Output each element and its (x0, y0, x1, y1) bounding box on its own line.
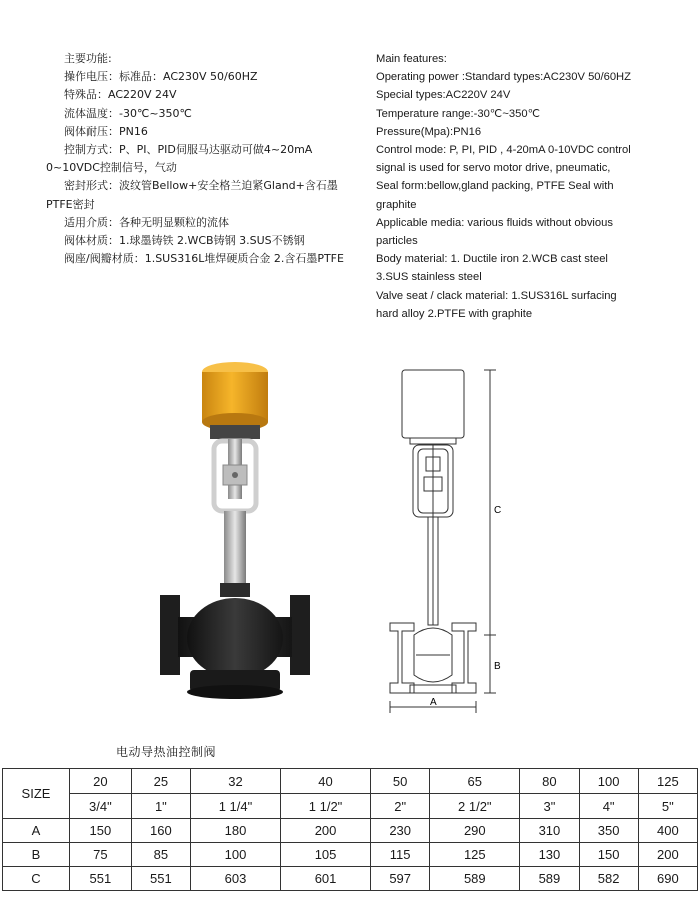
yoke (214, 439, 256, 511)
feature-line-en: Temperature range:-30℃~350℃ (376, 107, 541, 120)
row-label: B (3, 843, 70, 867)
table-cell: 690 (638, 867, 697, 891)
dim-label-b: B (494, 661, 501, 672)
feature-line-cn: 特殊品：AC220V 24V (64, 88, 177, 102)
feature-line-cn: 阀座/阀瓣材质：1.SUS316L堆焊硬质合金 2.含石墨PTFE (64, 252, 344, 266)
feature-line-cn: 流体温度：-30℃~350℃ (64, 106, 192, 120)
dimension-table (2, 768, 698, 891)
feature-line-en: Control mode: P, PI, PID , 4-20mA 0-10VDC control (376, 144, 631, 157)
features-en (376, 50, 676, 323)
table-cell: 350 (579, 819, 638, 843)
table-row (3, 819, 698, 843)
table-cell: 180 (190, 819, 280, 843)
feature-line-en: particles (376, 235, 418, 248)
valve-photo (150, 355, 320, 700)
table-cell: 125 (430, 843, 520, 867)
features-cn (46, 50, 356, 268)
feature-line-en: Body material: 1. Ductile iron 2.WCB cast steel (376, 253, 608, 266)
table-cell: 400 (638, 819, 697, 843)
size-dn-cell: 40 (281, 769, 371, 794)
table-cell: 551 (70, 867, 132, 891)
feature-line-en: Seal form:bellow,gland packing, PTFE Seal with (376, 180, 614, 193)
table-cell: 589 (430, 867, 520, 891)
table-cell: 160 (131, 819, 190, 843)
table-cell: 85 (131, 843, 190, 867)
table-cell: 200 (638, 843, 697, 867)
feature-line-en: Special types:AC220V 24V (376, 89, 511, 102)
feature-line-cn: PTFE密封 (46, 197, 95, 211)
table-row (3, 769, 698, 794)
table-cell: 582 (579, 867, 638, 891)
feature-line-cn: 适用介质：各种无明显颗粒的流体 (64, 215, 229, 229)
dim-label-c: C (494, 505, 502, 516)
size-dn-cell: 50 (371, 769, 430, 794)
feature-line-cn: 主要功能: (64, 52, 112, 65)
feature-line-cn: 操作电压：标准品：AC230V 50/60HZ (64, 70, 258, 84)
feature-line-cn: 阀体耐压：PN16 (64, 124, 148, 138)
table-cell: 75 (70, 843, 132, 867)
feature-line-en: signal is used for servo motor drive, pneumatic, (376, 162, 611, 175)
size-header: SIZE (3, 769, 70, 819)
table-cell: 150 (70, 819, 132, 843)
size-dn-cell: 65 (430, 769, 520, 794)
table-cell: 105 (281, 843, 371, 867)
feature-line-en: Pressure(Mpa):PN16 (376, 125, 482, 138)
feature-line-en: graphite (376, 198, 417, 211)
feature-line-en: 3.SUS stainless steel (376, 271, 482, 284)
table-cell: 100 (190, 843, 280, 867)
table-cell: 150 (579, 843, 638, 867)
feature-line-cn: 0~10VDC控制信号，气动 (46, 161, 177, 175)
size-dn-cell: 125 (638, 769, 697, 794)
size-dn-cell: 80 (520, 769, 579, 794)
size-inch-cell: 4" (579, 794, 638, 819)
feature-line-en: Valve seat / clack material: 1.SUS316L surfacing (376, 289, 617, 302)
row-label: C (3, 867, 70, 891)
table-cell: 310 (520, 819, 579, 843)
size-dn-cell: 25 (131, 769, 190, 794)
valve-body (160, 595, 310, 699)
table-cell: 597 (371, 867, 430, 891)
table-row (3, 867, 698, 891)
table-cell: 589 (520, 867, 579, 891)
size-inch-cell: 1 1/2" (281, 794, 371, 819)
size-inch-cell: 1 1/4" (190, 794, 280, 819)
size-inch-cell: 2 1/2" (430, 794, 520, 819)
table-cell: 130 (520, 843, 579, 867)
dim-label-a: A (430, 697, 437, 708)
table-cell: 603 (190, 867, 280, 891)
table-row (3, 843, 698, 867)
dimension-drawing (380, 365, 510, 715)
size-dn-cell: 20 (70, 769, 132, 794)
size-inch-cell: 3" (520, 794, 579, 819)
size-dn-cell: 100 (579, 769, 638, 794)
actuator-head (202, 362, 268, 439)
row-label: A (3, 819, 70, 843)
feature-line-en: Applicable media: various fluids without obvious (376, 216, 613, 229)
feature-line-en: hard alloy 2.PTFE with graphite (376, 307, 533, 320)
table-cell: 601 (281, 867, 371, 891)
table-cell: 230 (371, 819, 430, 843)
table-row (3, 794, 698, 819)
size-inch-cell: 3/4" (70, 794, 132, 819)
size-inch-cell: 1" (131, 794, 190, 819)
size-dn-cell: 32 (190, 769, 280, 794)
table-cell: 115 (371, 843, 430, 867)
feature-line-cn: 控制方式：P、PI、PID伺服马达驱动可做4~20mA (64, 143, 313, 157)
feature-line-en: Main features: (376, 53, 447, 65)
extension-column (224, 511, 246, 591)
feature-line-cn: 阀体材质：1.球墨铸铁 2.WCB铸钢 3.SUS不锈钢 (64, 234, 305, 248)
table-cell: 290 (430, 819, 520, 843)
table-cell: 200 (281, 819, 371, 843)
table-cell: 551 (131, 867, 190, 891)
feature-line-cn: 密封形式：波纹管Bellow+安全格兰迫紧Gland+含石墨 (64, 179, 338, 193)
table-caption: 电动导热油控制阀 (116, 745, 217, 759)
feature-line-en: Operating power :Standard types:AC230V 50/60HZ (376, 71, 631, 84)
size-inch-cell: 5" (638, 794, 697, 819)
size-inch-cell: 2" (371, 794, 430, 819)
